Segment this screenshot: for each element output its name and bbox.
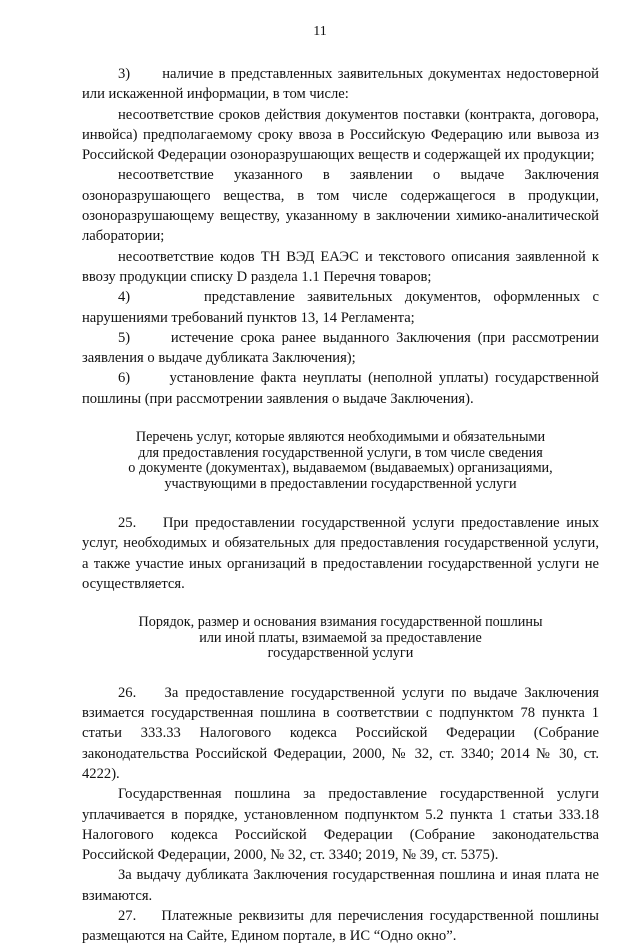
section-heading-state-fee [82, 615, 599, 662]
paragraph-deadline-mismatch: несоответствие сроков действия документов поставки (контракта, договора, инвойса) предполагаемому сроку ввоза в Российскую Федерацию или вывоза из Российской Федерации озоноразрушающих веществ и содержащей их продукции; [82, 106, 599, 164]
heading-line: Перечень услуг, которые являются необходимыми и обязательными [135, 429, 546, 446]
page-number: 11 [313, 24, 327, 39]
paragraph-code-mismatch: несоответствие кодов ТН ВЭД ЕАЭС и текстового описания заявленной к ввозу продукции списку D раздела 1.1 Перечня товаров; [82, 248, 599, 285]
paragraph-duplicate-fee: За выдачу дубликата Заключения государственная пошлина и иная плата не взимаются. [82, 867, 599, 904]
paragraph-fee-payment: Государственная пошлина за предоставление государственной услуги уплачивается в порядке, установленном подпунктом 5.2 пункта 1 статьи 333.18 Налогового кодекса Российской Федерации (Собрание законодательства Российской Федерации, 2000, № 32, ст. 3340; 2019, № 39, ст. 5375). [82, 786, 599, 864]
heading-line: или иной платы, взимаемой за предоставление [199, 629, 482, 646]
paragraph-25: 25. При предоставлении государственной услуги предоставление иных услуг, необходимых и обязательных для предоставления государственной услуги, а также участие иных организаций в предоставлении государственной услуги не осуществляется. [82, 515, 599, 592]
paragraph-26: 26. За предоставление государственной услуги по выдаче Заключения взимается государственная пошлина в соответствии с подпунктом 78 пункта 1 статьи 333.33 Налогового кодекса Российской Федерации (Собрание законодательства Российской Федерации, 2000, № 32, ст. 3340; 2014 № 30, ст. 4222). [82, 684, 599, 782]
heading-line: Порядок, размер и основания взимания государственной пошлины [138, 614, 543, 631]
heading-line: для предоставления государственной услуги, в том числе сведения [138, 444, 543, 461]
heading-line: участвующими в предоставлении государственной услуги [164, 475, 517, 492]
paragraph-27: 27. Платежные реквизиты для перечисления государственной пошлины размещаются на Сайте, Едином портале, в ИС “Одно окно”. [82, 908, 599, 945]
heading-line: государственной услуги [267, 645, 414, 662]
paragraph-6-item: 6) установление факта неуплаты (неполной уплаты) государственной пошлины (при рассмотрении заявления о выдаче Заключения). [82, 370, 599, 407]
paragraph-3-item: 3) наличие в представленных заявительных документах недостоверной или искаженной информации, в том числе: [82, 66, 599, 103]
heading-line: о документе (документах), выдаваемом (выдаваемых) организациями, [128, 460, 553, 477]
paragraph-5-item: 5) истечение срока ранее выданного Заключения (при рассмотрении заявления о выдаче дубликата Заключения); [82, 329, 599, 367]
document-body [82, 64, 599, 947]
section-heading-required-services [82, 430, 599, 492]
paragraph-substance-mismatch: несоответствие указанного в заявлении о выдаче Заключения озоноразрушающего вещества, в том числе содержащегося в продукции, озоноразрушающему веществу, указанному в заключении химико-аналитической лаборатории; [82, 167, 599, 245]
paragraph-4-item: 4) представление заявительных документов, оформленных с нарушениями требований пунктов 13, 14 Регламента; [82, 289, 599, 326]
